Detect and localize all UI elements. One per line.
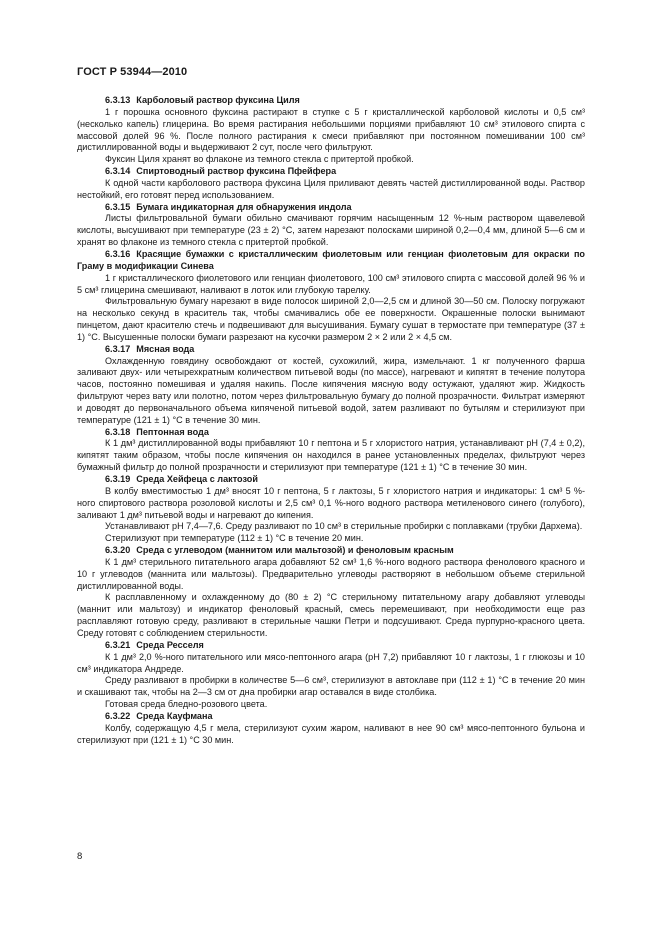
section-heading <box>77 95 585 107</box>
section-number: 6.3.19 <box>105 474 131 484</box>
section-title: Бумага индикаторная для обнаружения индола <box>136 201 352 212</box>
section-number: 6.3.15 <box>105 201 131 212</box>
body-paragraph: Готовая среда бледно-розового цвета. <box>105 699 268 710</box>
body-paragraph: В колбу вместимостью 1 дм³ вносят 10 г пептона, 5 г лактозы, 5 г хлористого натрия и индикаторы: 1 см³ 5 %-ного спиртового раствора розоловой кислоты и 2,5 см³ 0,1 %-ного водного раствора метиленового синего (голубого), заливают 1 дм³ питьевой воды и нагревают до кипения. <box>77 485 585 520</box>
body-paragraph: К одной части карболового раствора фуксина Циля приливают девять частей дистиллированной воды. Раствор нестойкий, его готовят перед использованием. <box>77 177 585 200</box>
body-paragraph: К 1 дм³ дистиллированной воды прибавляют 10 г пептона и 5 г хлористого натрия, устанавливают рН (7,4 ± 0,2), кипятят таким образом, чтобы после кипячения он находился в ранее установленных пределах, фильтруют через бумажный фильтр до полной прозрачности и стерилизуют при температуре (121 ± 1) °С в течение 30 мин. <box>77 438 585 473</box>
section-heading <box>77 474 585 486</box>
body-paragraph: 1 г порошка основного фуксина растирают в ступке с 5 г кристаллической карболовой кислоты и 0,5 см³ (несколько капель) глицерина. Во время растирания небольшими порциями прибавляют 10 см³ этилового спирта с массовой долей 96 %. После полного растирания к смеси прибавляют при постоянном помешивании 100 см³ дистиллированной воды и выдерживают 2 сут, после чего фильтруют. <box>77 106 585 153</box>
section-heading <box>77 202 585 214</box>
section-heading <box>77 711 585 723</box>
section-number: 6.3.18 <box>105 426 131 437</box>
body-paragraph: Фильтровальную бумагу нарезают в виде полосок шириной 2,0—2,5 см и длиной 30—50 см. Полоску погружают на несколько секунд в краситель так, чтобы смачивались обе ее поверхности. Окрашенные полоски вынимают пинцетом, дают красителю стечь и подвешивают для высушивания. Бумагу сушат в термостате при температуре (37 ± 1) °С. Высушенные полоски бумаги разрезают на кусочки размером 2 × 2 или 2 × 4,5 см. <box>77 296 585 342</box>
section-title: Среда Кауфмана <box>136 710 213 721</box>
section-title: Пептонная вода <box>136 426 209 437</box>
section-heading <box>77 249 585 273</box>
section-number: 6.3.17 <box>105 343 131 354</box>
body-paragraph: К 1 дм³ стерильного питательного агара добавляют 52 см³ 1,6 %-ного водного раствора фенолового красного и 10 г углеводов (маннита или мальтозы). Предварительно углеводы растворяют в небольшом объеме стерильной дистиллированной воды. <box>77 556 585 591</box>
section-title: Карболовый раствор фуксина Циля <box>136 95 300 105</box>
page-number: 8 <box>77 851 83 862</box>
body-paragraph: Среду разливают в пробирки в количестве 5—6 см³, стерилизуют в автоклаве при (112 ± 1) °С в течение 20 мин и скашивают так, чтобы на 2—3 см от дна пробирки агар оставался в виде столбика. <box>77 675 585 698</box>
body-paragraph: Колбу, содержащую 4,5 г мела, стерилизуют сухим жаром, наливают в нее 90 см³ мясо-пептонного бульона и стерилизуют при (121 ± 1) °С 30 мин. <box>77 722 585 745</box>
body-paragraph: Охлажденную говядину освобождают от костей, сухожилий, жира, измельчают. 1 кг полученного фарша заливают двух- или четырехкратным количеством питьевой воды (по массе), нагревают и кипятят в течение полутора часов, постоянно помешивая и удаляя накипь. После кипячения мясную воду остужают, удаляют жир. Жидкость фильтруют через вату или полотно, потом через фильтровальную бумагу до полной прозрачности. Фильтрат измеряют и доводят до первоначального объема кипяченой питьевой водой, затем разливают по бутылям и стерилизуют при температуре (121 ± 1) °С в течение 30 мин. <box>77 355 585 425</box>
section-number: 6.3.22 <box>105 710 131 721</box>
section-heading <box>77 640 585 652</box>
section-title: Среда Ресселя <box>136 639 204 650</box>
section-title: Красящие бумажки с кристаллическим фиолетовым или генциан фиолетовым для окраски по Граму в модификации Синева <box>77 248 585 271</box>
body-paragraph: К расплавленному и охлажденному до (80 ± 2) °С стерильному питательному агару добавляют углеводы (маннит или мальтозу) и индикатор феноловый красный, смесь перемешивают, при необходимости еще раз расплавляют готовую среду, разливают в стерильные чашки Петри и подсушивают. Среда пурпурно-красного цвета. Среду готовят с соблюдением стерильности. <box>77 592 585 638</box>
section-heading <box>77 545 585 557</box>
body-paragraph: Фуксин Циля хранят во флаконе из темного стекла с притертой пробкой. <box>105 154 414 165</box>
section-number: 6.3.16 <box>105 248 131 259</box>
body-paragraph: Листы фильтровальной бумаги обильно смачивают горячим насыщенным 12 %-ным раствором щавелевой кислоты, высушивают при температуре (23 ± 2) °С, затем нарезают полосками шириной 0,2—0,4 мм, длиной 5—6 см и хранят во флаконе из темного стекла с притертой пробкой. <box>77 213 585 248</box>
section-heading <box>77 344 585 356</box>
document-body <box>77 95 585 746</box>
section-number: 6.3.14 <box>105 166 131 177</box>
document-header: ГОСТ Р 53944—2010 <box>77 66 188 78</box>
body-paragraph: Стерилизуют при температуре (112 ± 1) °С в течение 20 мин. <box>105 533 364 544</box>
section-title: Спиртоводный раствор фуксина Пфейфера <box>136 166 337 177</box>
section-number: 6.3.20 <box>105 545 131 556</box>
body-paragraph: Устанавливают рН 7,4—7,6. Среду разливают по 10 см³ в стерильные пробирки с поплавками (трубки Дархема). <box>105 521 583 532</box>
section-number: 6.3.13 <box>105 95 131 105</box>
section-title: Среда Хейфеца с лактозой <box>136 474 258 484</box>
section-number: 6.3.21 <box>105 639 131 650</box>
body-paragraph: 1 г кристаллического фиолетового или генциан фиолетового, 100 см³ этилового спирта с массовой долей 96 % и 5 см³ глицерина смешивают, наливают в лоток или глубокую тарелку. <box>77 272 585 295</box>
section-heading <box>77 166 585 178</box>
section-heading <box>77 427 585 439</box>
section-title: Мясная вода <box>136 343 195 354</box>
body-paragraph: К 1 дм³ 2,0 %-ного питательного или мясо-пептонного агара (рН 7,2) прибавляют 10 г лактозы, 1 г глюкозы и 10 см³ индикатора Андреде. <box>77 651 585 674</box>
section-title: Среда с углеводом (маннитом или мальтозой) и феноловым красным <box>136 545 454 556</box>
